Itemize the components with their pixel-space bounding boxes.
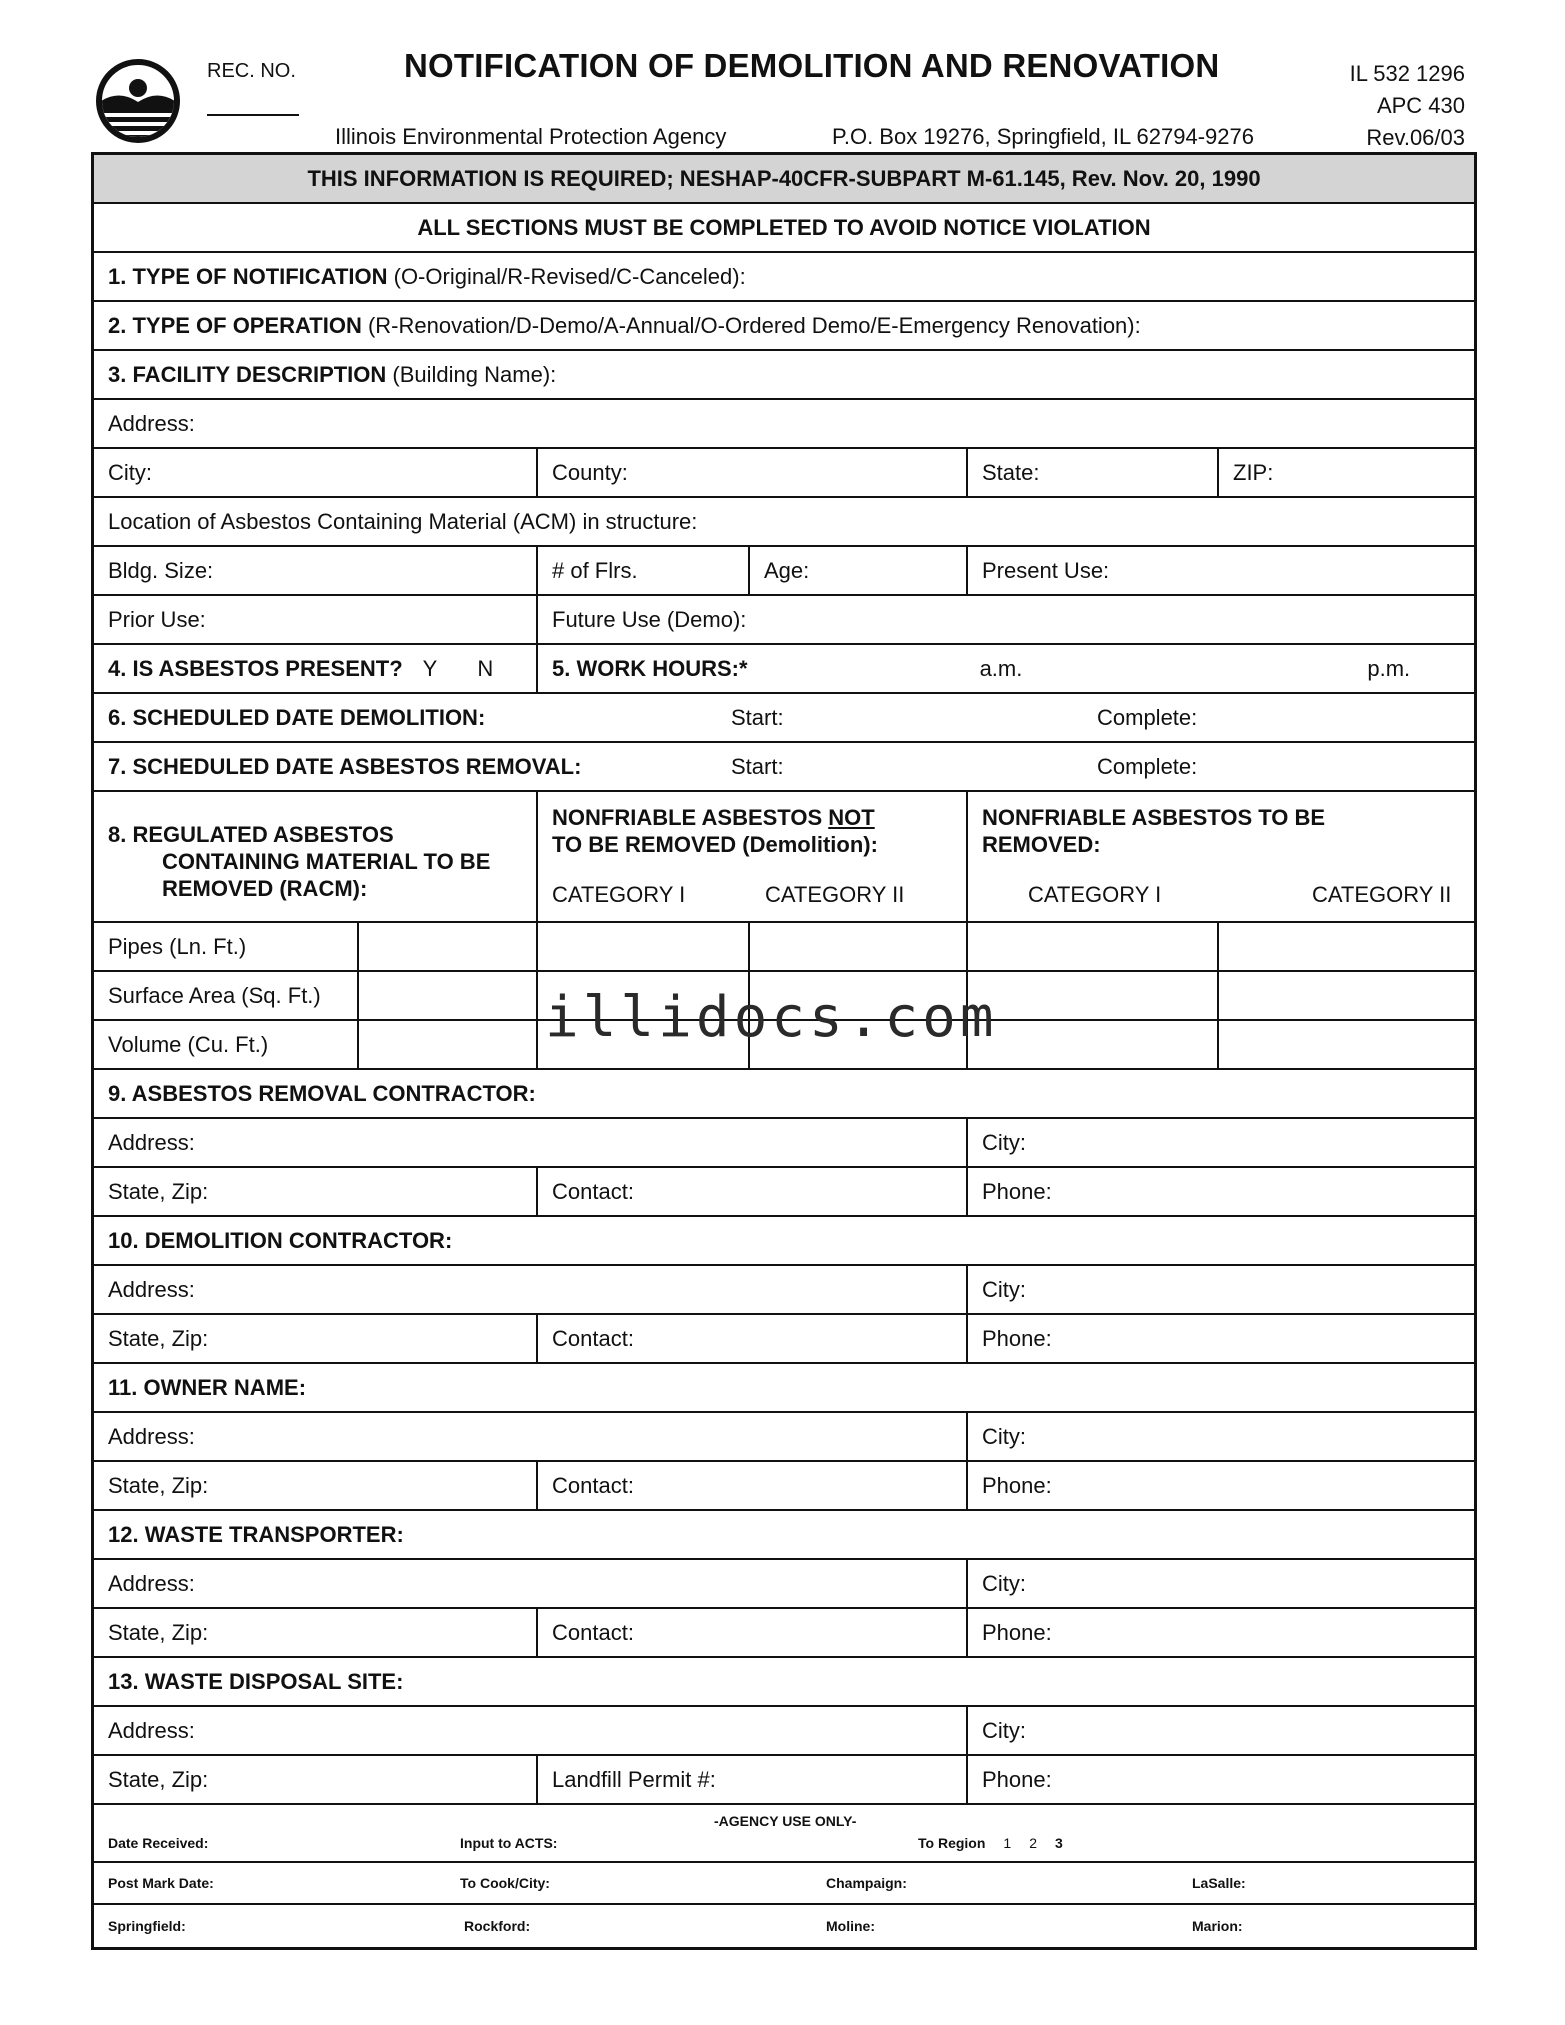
section-9-contact-row <box>94 1168 1474 1217</box>
region-option-2[interactable]: 2 <box>1029 1835 1037 1851</box>
bldg-size-field[interactable]: Bldg. Size: <box>94 547 538 594</box>
waste-transporter-phone-field[interactable]: Phone: <box>982 1619 1052 1645</box>
agency-use-title: -AGENCY USE ONLY- <box>714 1813 857 1829</box>
section-10-address-row <box>94 1266 1474 1315</box>
agency-address: P.O. Box 19276, Springfield, IL 62794-9276 <box>832 124 1254 149</box>
removal-contractor-city-field[interactable]: City: <box>982 1129 1026 1155</box>
agency-use-row-2 <box>94 1863 1474 1905</box>
section-9-address-row <box>94 1119 1474 1168</box>
disposal-site-city-field[interactable]: City: <box>982 1717 1026 1743</box>
section-10-title-row <box>94 1217 1474 1266</box>
lasalle-field[interactable]: LaSalle: <box>1192 1875 1246 1891</box>
champaign-field[interactable]: Champaign: <box>826 1875 907 1891</box>
section-11-address-row <box>94 1413 1474 1462</box>
removal-start-field[interactable]: Start: <box>731 753 784 779</box>
use-row <box>94 596 1474 645</box>
volume-label: Volume (Cu. Ft.) <box>94 1021 359 1068</box>
input-to-acts-field[interactable]: Input to ACTS: <box>460 1835 558 1851</box>
region-option-3[interactable]: 3 <box>1055 1835 1063 1851</box>
pipes-label: Pipes (Ln. Ft.) <box>94 923 359 970</box>
facility-state-field[interactable]: State: <box>968 449 1219 496</box>
facility-city-row <box>94 449 1474 498</box>
form-number-line: APC 430 <box>1376 93 1465 118</box>
pipes-nf-cat1-field[interactable] <box>538 923 750 970</box>
agency-use-regions-b <box>94 1905 1474 1947</box>
section-9-title-row <box>94 1070 1474 1119</box>
category-i-label: CATEGORY I <box>552 882 686 907</box>
to-region-label: To Region <box>918 1835 986 1851</box>
demolition-contractor-contact-field[interactable]: Contact: <box>538 1315 968 1362</box>
category-i-label: CATEGORY I <box>1028 882 1162 907</box>
acm-location-field[interactable]: Location of Asbestos Containing Material (ACM) in structure: <box>108 508 698 534</box>
region-option-1[interactable]: 1 <box>1003 1835 1012 1851</box>
demolition-contractor-city-field[interactable]: City: <box>982 1276 1026 1302</box>
waste-transporter-name-field[interactable]: 12. WASTE TRANSPORTER: <box>108 1521 404 1547</box>
to-cook-city-field[interactable]: To Cook/City: <box>460 1875 550 1891</box>
landfill-permit-field[interactable]: Landfill Permit #: <box>538 1756 968 1803</box>
demolition-date-field[interactable] <box>94 694 1474 741</box>
section-11-contact-row <box>94 1462 1474 1511</box>
nonfriable-removed-header <box>968 792 1474 921</box>
illinois-epa-logo <box>95 58 181 144</box>
prior-use-field[interactable]: Prior Use: <box>94 596 538 643</box>
agency-use-row-1 <box>94 1805 1474 1863</box>
demolition-start-field[interactable]: Start: <box>731 704 784 730</box>
disposal-site-name-field[interactable]: 13. WASTE DISPOSAL SITE: <box>108 1668 404 1694</box>
building-details-row <box>94 547 1474 596</box>
removal-date-field[interactable] <box>94 743 1474 790</box>
section-12-contact-row <box>94 1609 1474 1658</box>
demolition-contractor-name-field[interactable]: 10. DEMOLITION CONTRACTOR: <box>108 1227 453 1253</box>
rec-no-label: REC. NO. <box>207 60 296 82</box>
asbestos-present-field[interactable] <box>94 645 538 692</box>
section-2-type-of-operation[interactable] <box>94 302 1474 351</box>
surface-nfr-cat1-field[interactable] <box>968 972 1219 1019</box>
agency-use-regions-a <box>94 1863 1474 1903</box>
section-13-address-row <box>94 1707 1474 1756</box>
operation-type-field[interactable] <box>94 302 1474 349</box>
section-8-header-row <box>94 792 1474 923</box>
category-ii-label: CATEGORY II <box>1312 882 1452 907</box>
section-1-type-of-notification[interactable] <box>94 253 1474 302</box>
post-mark-date-field[interactable]: Post Mark Date: <box>108 1875 214 1891</box>
owner-state-zip-field[interactable]: State, Zip: <box>94 1462 538 1509</box>
pipes-nfr-cat2-field[interactable] <box>1219 923 1474 970</box>
section-3-label: 3. FACILITY DESCRIPTION <box>108 361 387 387</box>
springfield-field[interactable]: Springfield: <box>108 1918 186 1934</box>
asbestos-no-option[interactable]: N <box>477 655 494 681</box>
watermark: illidocs.com <box>545 985 998 1050</box>
section-2-options: (R-Renovation/D-Demo/A-Annual/O-Ordered Demo/E-Emergency Renovation): <box>361 312 1141 338</box>
owner-phone-field[interactable]: Phone: <box>982 1472 1052 1498</box>
owner-address-field[interactable]: Address: <box>94 1413 968 1460</box>
work-hours-am[interactable]: a.m. <box>979 655 1023 681</box>
section-5-label: 5. WORK HOURS:* <box>552 655 748 681</box>
date-received-field[interactable]: Date Received: <box>108 1835 209 1851</box>
rec-no-field[interactable] <box>207 114 299 116</box>
pipes-row <box>94 923 1474 972</box>
surface-area-label: Surface Area (Sq. Ft.) <box>94 972 359 1019</box>
removal-contractor-address-field[interactable]: Address: <box>94 1119 968 1166</box>
banner-required <box>94 155 1474 204</box>
waste-transporter-state-zip-field[interactable]: State, Zip: <box>94 1609 538 1656</box>
racm-header <box>94 792 538 921</box>
pipes-racm-field[interactable] <box>359 923 538 970</box>
notification-form <box>91 152 1477 1950</box>
demolition-complete-field[interactable]: Complete: <box>1097 704 1198 730</box>
volume-racm-field[interactable] <box>359 1021 538 1068</box>
waste-transporter-city-field[interactable]: City: <box>982 1570 1026 1596</box>
racm-header-line: REMOVED (RACM): <box>162 876 368 901</box>
volume-nfr-cat2-field[interactable] <box>1219 1021 1474 1068</box>
nonfriable-removed-title: NONFRIABLE ASBESTOS TO BE <box>982 805 1326 830</box>
section-10-contact-row <box>94 1315 1474 1364</box>
volume-nfr-cat1-field[interactable] <box>968 1021 1219 1068</box>
waste-transporter-contact-field[interactable]: Contact: <box>538 1609 968 1656</box>
notification-type-field[interactable] <box>94 253 1474 300</box>
agency-name: Illinois Environmental Protection Agency <box>335 124 727 149</box>
nonfriable-not-removed-title: NONFRIABLE ASBESTOS NOT <box>552 805 875 830</box>
banner-complete <box>94 204 1474 253</box>
owner-city-field[interactable]: City: <box>982 1423 1026 1449</box>
nonfriable-removed-categories <box>982 882 1460 908</box>
removal-contractor-phone-field[interactable]: Phone: <box>982 1178 1052 1204</box>
waste-transporter-address-field[interactable]: Address: <box>94 1560 968 1607</box>
facility-address-field[interactable]: Address: <box>108 410 195 436</box>
demolition-contractor-phone-field[interactable]: Phone: <box>982 1325 1052 1351</box>
facility-county-field[interactable]: County: <box>538 449 968 496</box>
disposal-site-state-zip-field[interactable]: State, Zip: <box>94 1756 538 1803</box>
demolition-contractor-state-zip-field[interactable]: State, Zip: <box>94 1315 538 1362</box>
agency-use-block <box>94 1805 1474 1861</box>
rockford-field[interactable]: Rockford: <box>464 1918 531 1934</box>
form-title: NOTIFICATION OF DEMOLITION AND RENOVATION <box>404 47 1220 84</box>
future-use-field[interactable]: Future Use (Demo): <box>552 606 747 632</box>
section-13-title-row <box>94 1658 1474 1707</box>
moline-field[interactable]: Moline: <box>826 1918 875 1934</box>
category-ii-label: CATEGORY II <box>765 882 905 907</box>
work-hours-pm[interactable]: p.m. <box>1367 655 1411 681</box>
section-1-label: 1. TYPE OF NOTIFICATION <box>108 263 388 289</box>
floors-field[interactable]: # of Flrs. <box>538 547 750 594</box>
nonfriable-not-removed-header <box>538 792 968 921</box>
age-field[interactable]: Age: <box>750 547 968 594</box>
removal-contractor-name-field[interactable]: 9. ASBESTOS REMOVAL CONTRACTOR: <box>108 1080 536 1106</box>
surface-racm-field[interactable] <box>359 972 538 1019</box>
section-12-address-row <box>94 1560 1474 1609</box>
present-use-field[interactable]: Present Use: <box>982 557 1110 583</box>
nonfriable-not-removed-categories <box>552 882 952 908</box>
section-1-options: (O-Original/R-Revised/C-Canceled): <box>387 263 746 289</box>
owner-name-field[interactable]: 11. OWNER NAME: <box>108 1374 307 1400</box>
section-12-title-row <box>94 1511 1474 1560</box>
removal-contractor-contact-field[interactable]: Contact: <box>538 1168 968 1215</box>
pipes-nf-cat2-field[interactable] <box>750 923 968 970</box>
racm-header-line: CONTAINING MATERIAL TO BE <box>162 849 491 874</box>
marion-field[interactable]: Marion: <box>1192 1918 1243 1934</box>
facility-city-field[interactable]: City: <box>94 449 538 496</box>
agency-use-row-3 <box>94 1905 1474 1947</box>
section-6-row <box>94 694 1474 743</box>
pipes-nfr-cat1-field[interactable] <box>968 923 1219 970</box>
disposal-site-address-field[interactable]: Address: <box>94 1707 968 1754</box>
work-hours-field[interactable] <box>538 645 1474 692</box>
form-number-line: Rev.06/03 <box>1366 125 1465 150</box>
owner-contact-field[interactable]: Contact: <box>538 1462 968 1509</box>
section-4-label: 4. IS ASBESTOS PRESENT? <box>108 655 403 681</box>
facility-zip-field[interactable]: ZIP: <box>1233 459 1274 485</box>
disposal-site-phone-field[interactable]: Phone: <box>982 1766 1052 1792</box>
demolition-contractor-address-field[interactable]: Address: <box>94 1266 968 1313</box>
facility-address-row <box>94 400 1474 449</box>
surface-nfr-cat2-field[interactable] <box>1219 972 1474 1019</box>
section-7-row <box>94 743 1474 792</box>
form-number-block <box>1350 58 1465 154</box>
section-2-label: 2. TYPE OF OPERATION <box>108 312 362 338</box>
form-number-line: IL 532 1296 <box>1349 61 1465 86</box>
section-4-5-row <box>94 645 1474 694</box>
section-3-facility-description[interactable] <box>94 351 1474 400</box>
removal-complete-field[interactable]: Complete: <box>1097 753 1198 779</box>
section-6-label: 6. SCHEDULED DATE DEMOLITION: <box>108 704 486 730</box>
section-13-contact-row <box>94 1756 1474 1805</box>
section-3-hint: (Building Name): <box>386 361 557 387</box>
nonfriable-not-removed-title: TO BE REMOVED (Demolition): <box>552 832 878 857</box>
removal-contractor-state-zip-field[interactable]: State, Zip: <box>94 1168 538 1215</box>
building-name-field[interactable] <box>94 351 1474 398</box>
racm-header-line: 8. REGULATED ASBESTOS <box>108 822 394 847</box>
nonfriable-removed-title: REMOVED: <box>982 832 1101 857</box>
section-11-title-row <box>94 1364 1474 1413</box>
banner-complete-text: ALL SECTIONS MUST BE COMPLETED TO AVOID NOTICE VIOLATION <box>417 214 1151 240</box>
asbestos-yes-option[interactable]: Y <box>422 655 438 681</box>
acm-location-row <box>94 498 1474 547</box>
section-7-label: 7. SCHEDULED DATE ASBESTOS REMOVAL: <box>108 753 582 779</box>
banner-required-text: THIS INFORMATION IS REQUIRED; NESHAP-40CFR-SUBPART M-61.145, Rev. Nov. 20, 1990 <box>94 155 1474 202</box>
